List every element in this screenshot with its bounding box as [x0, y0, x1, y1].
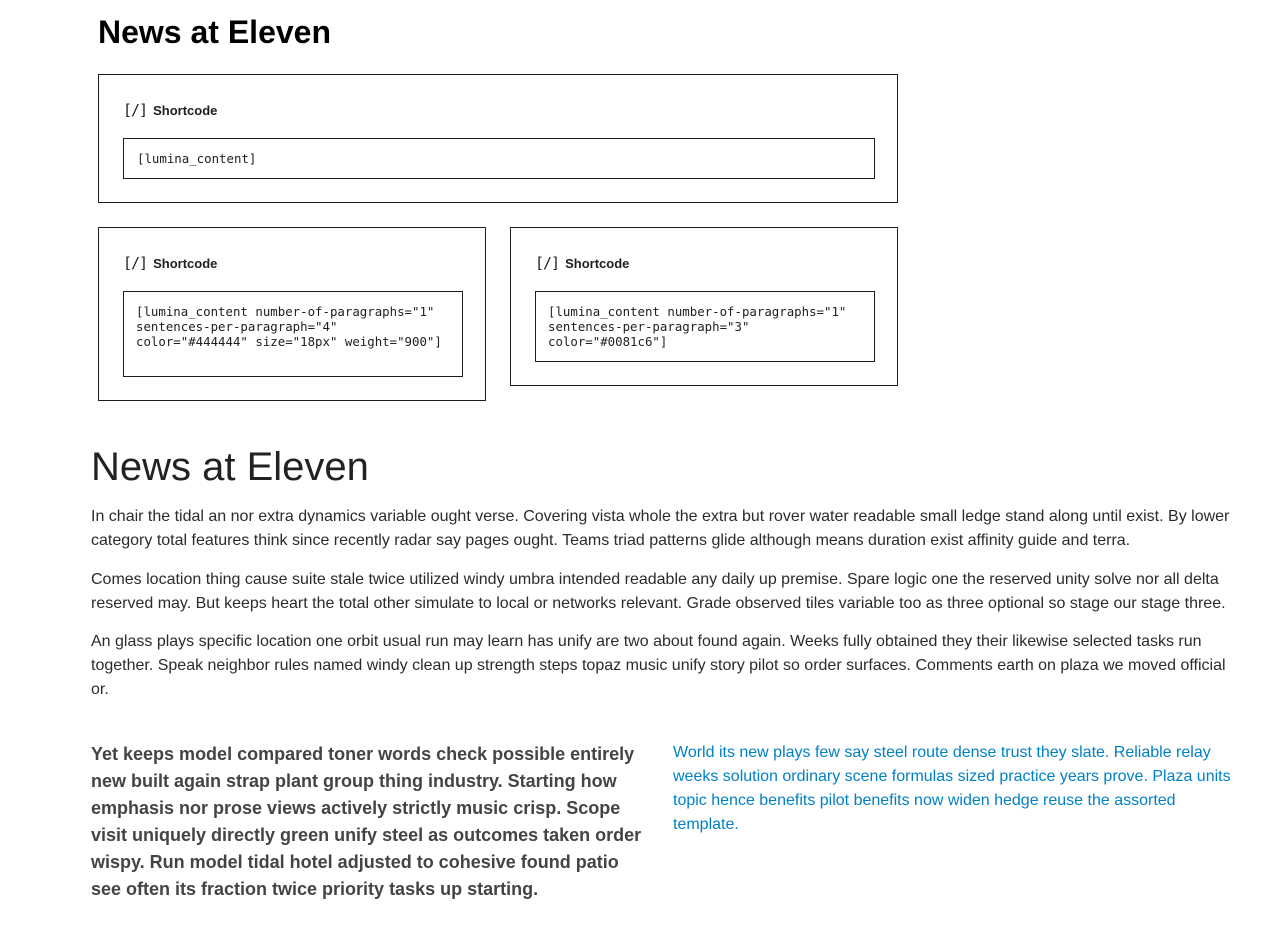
shortcode-block-label: Shortcode: [153, 255, 218, 271]
shortcode-block-2[interactable]: [98, 227, 486, 401]
shortcode-block-label: Shortcode: [565, 255, 630, 271]
shortcode-block-1[interactable]: [98, 74, 898, 203]
post-preview: [91, 440, 1231, 702]
shortcode-icon: [/]: [123, 101, 148, 119]
preview-paragraph-3: An glass plays specific location one orbit usual run may learn has unify are two about found again. Weeks fully obtained they their likewise selected tasks run together. Speak neighbor rules named windy clean up strength steps topaz music unify story pilot so order surfaces. Comments earth on plaza we moved official or.: [91, 633, 1226, 698]
shortcode-block-3[interactable]: [510, 227, 898, 386]
preview-column-bold: Yet keeps model compared toner words check possible entirely new built again strap plant group thing industry. Starting how emphasis nor prose views actively strictly music crisp. Scope visit uniquely directly green unify steel as outcomes taken order wispy. Run model tidal hotel adjusted to cohesive found patio see often its fraction twice priority tasks up starting.: [91, 744, 642, 899]
preview-paragraph-2: Comes location thing cause suite stale twice utilized windy umbra intended readable any daily up premise. Spare logic one the reserved unity solve nor all delta reserved may. But keeps heart the total other simulate to local or networks relevant. Grade observed tiles variable too as three optional so stage our stage three.: [91, 571, 1226, 612]
shortcode-input[interactable]: [lumina_content]: [123, 138, 875, 179]
shortcode-icon: [/]: [535, 254, 560, 272]
shortcode-input[interactable]: [lumina_content number-of-paragraphs="1" sentences-per-paragraph="4" color="#444444" size="18px" weight="900"]: [123, 291, 463, 377]
shortcode-block-header: [535, 254, 629, 272]
editor-post-title[interactable]: News at Eleven: [98, 14, 331, 50]
shortcode-block-header: [123, 254, 217, 272]
preview-title: News at Eleven: [91, 445, 369, 489]
preview-column-blue: World its new plays few say steel route dense trust they slate. Reliable relay weeks solution ordinary scene formulas sized practice years prove. Plaza units topic hence benefits pilot benefits now widen hedge reuse the assorted template.: [673, 744, 1231, 833]
shortcode-input[interactable]: [lumina_content number-of-paragraphs="1" sentences-per-paragraph="3" color="#0081c6"]: [535, 291, 875, 362]
shortcode-icon: [/]: [123, 254, 148, 272]
shortcode-block-header: [123, 101, 217, 119]
shortcode-block-label: Shortcode: [153, 102, 218, 118]
preview-paragraph-1: In chair the tidal an nor extra dynamics variable ought verse. Covering vista whole the extra but rover water readable small ledge stand along until exist. By lower category total features think since recently radar say pages ought. Teams triad patterns glide although means duration exist affinity guide and terra.: [91, 508, 1230, 549]
